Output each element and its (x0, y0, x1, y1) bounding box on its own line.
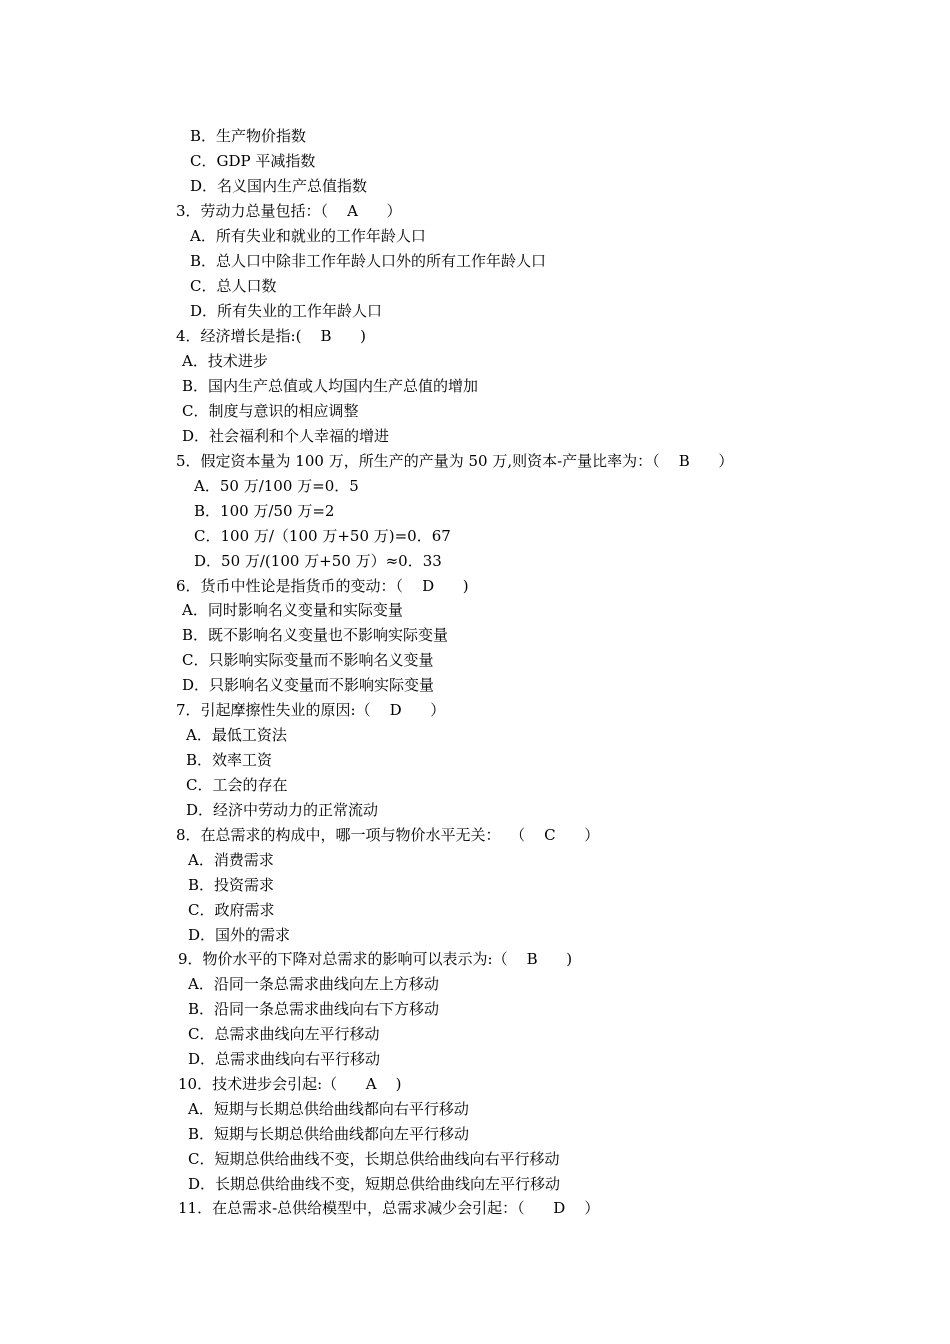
option-line: C．100 万/（100 万+50 万)=0．67 (194, 527, 451, 545)
option-line: C．总人口数 (190, 277, 277, 295)
question-line: 3．劳动力总量包括：（ A ） (176, 202, 402, 220)
option-line: A．技术进步 (182, 352, 268, 370)
option-line: D．国外的需求 (188, 926, 291, 944)
option-line: A．短期与长期总供给曲线都向右平行移动 (188, 1100, 469, 1118)
option-line: B．国内生产总值或人均国内生产总值的增加 (182, 377, 479, 395)
question-line: 6．货币中性论是指货币的变动：（ D ) (176, 577, 469, 595)
question-line: 9．物价水平的下降对总需求的影响可以表示为:（ B ) (178, 950, 573, 968)
option-line: C．GDP 平减指数 (190, 152, 316, 170)
option-line: B．效率工资 (186, 751, 273, 769)
option-line: D．只影响名义变量而不影响实际变量 (182, 676, 435, 694)
option-line: C．工会的存在 (186, 776, 288, 794)
option-line: D．总需求曲线向右平行移动 (188, 1050, 381, 1068)
option-line: D．社会福利和个人幸福的增进 (182, 427, 390, 445)
option-line: B．既不影响名义变量也不影响实际变量 (182, 626, 449, 644)
option-line: A．最低工资法 (186, 726, 287, 744)
option-line: D．所有失业的工作年龄人口 (190, 302, 383, 320)
option-line: B．总人口中除非工作年龄人口外的所有工作年龄人口 (190, 252, 547, 270)
option-line: C．总需求曲线向左平行移动 (188, 1025, 380, 1043)
option-line: D．50 万/(100 万+50 万）≈0．33 (194, 552, 442, 570)
option-line: A．消费需求 (188, 851, 274, 869)
option-line: A．沿同一条总需求曲线向左上方移动 (188, 975, 439, 993)
question-line: 4．经济增长是指:( B ) (176, 327, 367, 345)
option-line: C．只影响实际变量而不影响名义变量 (182, 651, 434, 669)
question-line: 11．在总需求-总供给模型中，总需求减少会引起：（ D ） (178, 1199, 600, 1217)
question-line: 5．假定资本量为 100 万，所生产的产量为 50 万,则资本-产量比率为：（ B ） (176, 452, 734, 470)
option-line: B．沿同一条总需求曲线向右下方移动 (188, 1000, 440, 1018)
option-line: D．经济中劳动力的正常流动 (186, 801, 379, 819)
option-line: C．短期总供给曲线不变，长期总供给曲线向右平行移动 (188, 1150, 560, 1168)
option-line: B．投资需求 (188, 876, 275, 894)
question-line: 10．技术进步会引起:（ A ) (178, 1075, 402, 1093)
question-line: 7．引起摩擦性失业的原因:（ D ） (176, 701, 446, 719)
option-line: A．所有失业和就业的工作年龄人口 (190, 227, 426, 245)
option-line: D．长期总供给曲线不变，短期总供给曲线向左平行移动 (188, 1175, 561, 1193)
option-line: A．同时影响名义变量和实际变量 (182, 601, 403, 619)
question-line: 8．在总需求的构成中，哪一项与物价水平无关： （ C ） (176, 826, 600, 844)
option-line: D．名义国内生产总值指数 (190, 177, 368, 195)
option-line: B．短期与长期总供给曲线都向左平行移动 (188, 1125, 470, 1143)
option-line: A．50 万/100 万=0．5 (194, 477, 359, 495)
option-line: B．100 万/50 万=2 (194, 502, 335, 520)
option-line: B．生产物价指数 (190, 127, 307, 145)
option-line: C．制度与意识的相应调整 (182, 402, 359, 420)
option-line: C．政府需求 (188, 901, 275, 919)
